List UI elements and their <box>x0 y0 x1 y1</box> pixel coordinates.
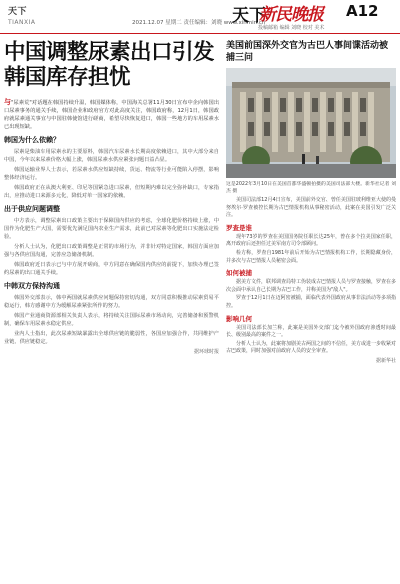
main-article <box>4 40 219 355</box>
drop-cap: 与 <box>4 98 12 106</box>
body-paragraph: 韩国产业通商资源部相关负责人表示，将持续关注国际尿素市场动向，完善储备和预警机制，确保车用尿素水稳定供应。 <box>4 313 219 327</box>
side-article <box>226 40 396 364</box>
section-heading: 罗查是谁 <box>226 223 252 232</box>
side-headline: 美国前国深外交官为古巴人事间谍活动被捕三问 <box>226 41 389 63</box>
body-paragraph: 中方表示，调整尿素出口政策主要出于保障国内供应的考虑，全球化肥价格持续上涨，中国作为化肥生产大国，需要优先满足国内农业生产需求，此前已对尿素等化肥出口实施法定检验。 <box>4 218 219 240</box>
newspaper-logo: 新民晚报 <box>259 5 323 25</box>
body-paragraph: 现年73岁的罗查在美国国务院任职长达25年，曾在多个拉美国家任职，离开政府后还担任过美军南方司令部顾问。 <box>226 233 396 248</box>
body-paragraph: 韩国政府正在从澳大利亚、印尼等国紧急进口尿素，但短期内难以完全弥补缺口，专家指出，应推动进口来源多元化，降低对单一国家的依赖。 <box>4 185 219 199</box>
body-paragraph: 分析人士认为，此案将加剧美古两国之间的不信任，美方或进一步收紧对古巴政策，同时加强对前政府人员的安全审查。 <box>226 340 397 355</box>
body-paragraph: 韩国运输业界人士表示，若尿素水供应短缺持续，货运、物流等行业可能陷入停摆，影响整体经济运行。 <box>4 167 219 181</box>
section-heading: 出于供应问题调整 <box>4 205 60 213</box>
masthead-info: 投稿邮箱 编辑 刘晓 校对 美术 <box>258 25 325 31</box>
main-headline: 中国调整尿素出口引发韩国库存担忧 <box>4 40 215 90</box>
date-line: 2021.12.07 星期二 责任编辑：刘晓 www.xinmin.cn <box>132 20 266 26</box>
section-title: 天下 <box>232 6 266 26</box>
body-paragraph: 罗查于12月1日在迈阿密被捕，面临代表外国政府从事非法活动等多项指控。 <box>226 295 396 309</box>
masthead <box>0 0 400 34</box>
section-heading: 韩国为什么依赖？ <box>4 136 60 144</box>
article-source: 据环球时报 <box>193 349 219 355</box>
page-number: A12 <box>346 2 379 20</box>
body-paragraph: 检方称，罗查自1981年前后开始为古巴情报机构工作，长期隐藏身份，并多次与古巴情报人员秘密会面。 <box>226 249 396 264</box>
body-paragraph: 美国司法部12月4日宣布，美国前外交官、曾任美国驻玻利维亚大使的曼努埃尔·罗查被控长期为古巴情报机构从事秘密活动，此案在美国引发广泛关注。 <box>226 197 396 219</box>
body-paragraph: 尿素是柴油车用尿素水的主要原料，韩国汽车尿素水长期高度依赖进口，其中大部分来自中国，今年以来尿素价格大幅上涨，韩国尿素水供应紧张问题日益凸显。 <box>4 149 219 163</box>
body-paragraph: 分析人士认为，化肥出口政策调整是正常的市场行为，并非针对特定国家，韩国方面应加强与各供应国沟通，完善应急储备机制。 <box>4 244 219 258</box>
section-heading: 中韩双方保持沟通 <box>4 282 60 290</box>
section-label-sub: TIANXIA <box>8 19 36 26</box>
lead-paragraph <box>4 98 219 131</box>
photo-caption: 这是2022年3月10日在美国首都华盛顿拍摄的美国司法部大楼。新华社记者 刘杰 摄 <box>226 182 396 194</box>
body-paragraph: 韩国政府近日表示已与中方展开磋商，中方同意在确保国内供应的前提下，加快办理已签约尿素的出口通关手续。 <box>4 262 219 276</box>
body-paragraph: 美国司法部长加兰称，此案是美国外交部门迄今被外国政府渗透时间最长、级别最高的案件之一。 <box>226 324 396 339</box>
section-label-text: 天下 <box>8 7 28 17</box>
body-paragraph: 韩国外交部表示，韩中两国就尿素供应问题保持密切沟通，双方同意积极推动尿素贸易平稳运行，韩方感谢中方为缓解尿素紧张所作的努力。 <box>4 295 219 309</box>
body-paragraph: 业内人士指出，此次尿素短缺暴露出全球供应链的脆弱性，各国应加强合作，共同维护产业链、供应链稳定。 <box>4 331 219 345</box>
lead-text: "尿素荒"对话题在韩国持续升温，韩国媒体称，中国海关总署11月30日宣布中企向韩国出口尿素事务的通关手续，韩国企业和政府官方对此高度关注，韩国政府称，12月1日，韩国政府就尿素通关事宜与中国驻韩使馆进行磋商，希望尽快恢复进口，韩国一些地方的车用尿素水已出现短缺。 <box>4 100 220 130</box>
building-illustration <box>226 68 396 178</box>
article-source: 据新华社 <box>375 357 396 364</box>
building-photo <box>226 68 396 178</box>
section-heading: 如何被捕 <box>226 269 252 278</box>
body-paragraph: 据美方文件，联邦调查局特工伪装成古巴情报人员与罗查接触，罗查在多次会面中承认自己长期为古巴工作，并称美国为"敌人"。 <box>226 279 397 293</box>
section-heading: 影响几何 <box>226 314 252 323</box>
section-label <box>8 4 36 26</box>
